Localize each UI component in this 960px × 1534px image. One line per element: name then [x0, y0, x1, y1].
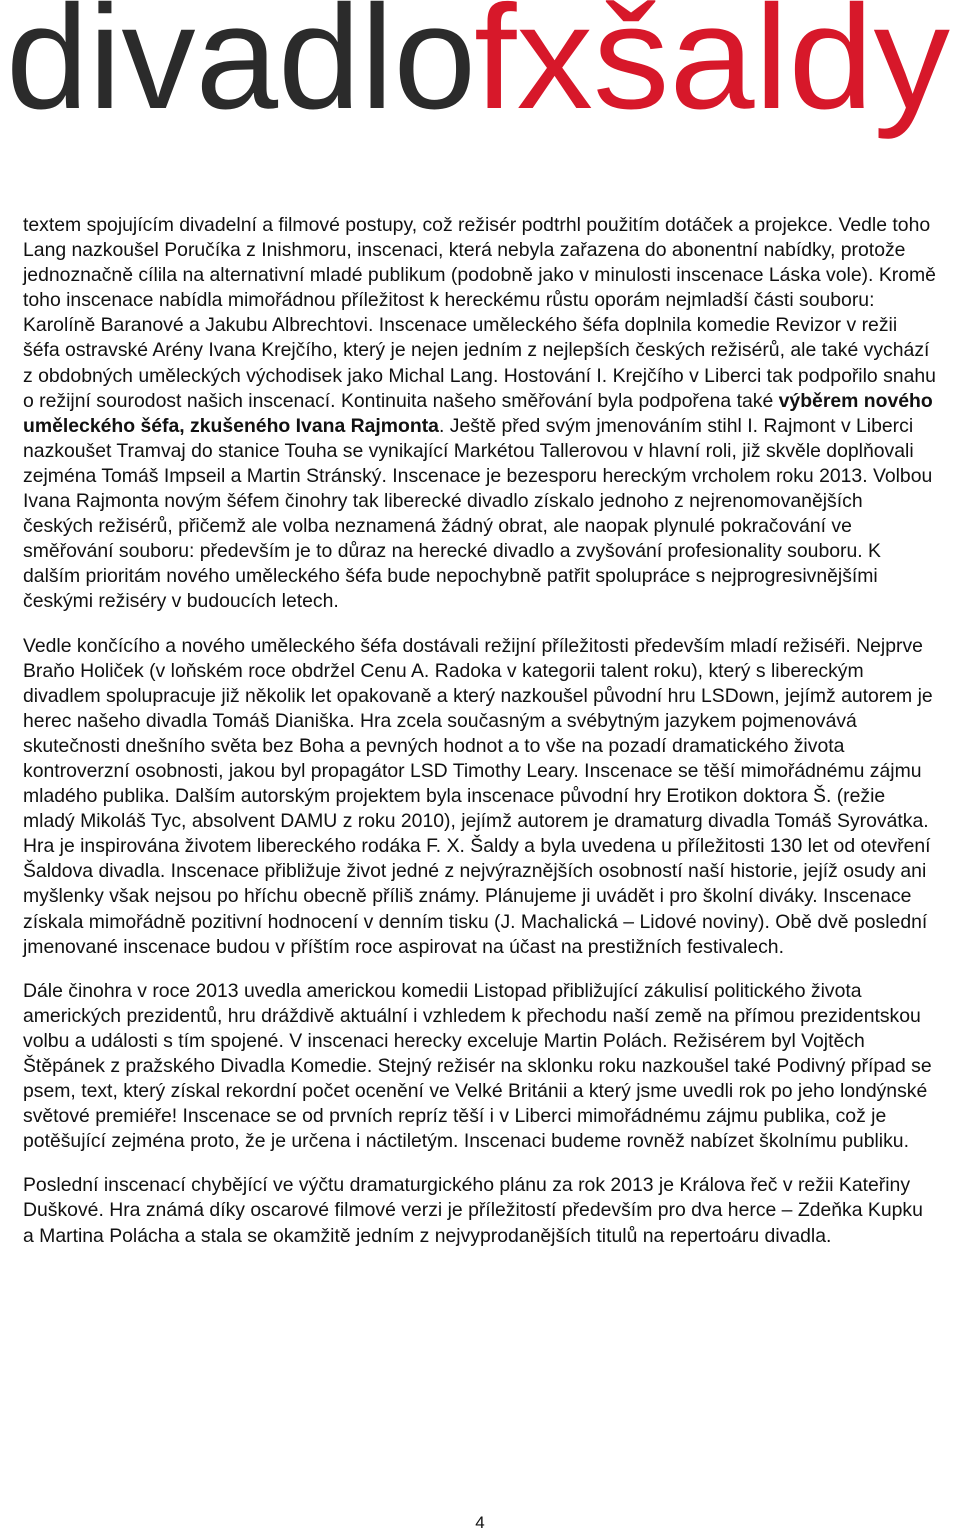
paragraph: [23, 1173, 937, 1248]
theatre-logo: [4, 0, 954, 150]
paragraph-text: textem spojujícím divadelní a filmové postupy, což režisér podtrhl použitím dotáček a projekce. Vedle toho Lang nazkoušel Poručíka z Inishmoru, inscenaci, která nebyla zařazena do abonentní nabídky, protože jednoznačně cílila na alternativní mladé publikum (podobně jako v minulosti inscenace Láska vole). Kromě toho inscenace nabídla mimořádnou příležitost k hereckému růstu oporám nejmladší části souboru: Karolíně Baranové a Jakubu Albrechtovi. Inscenace uměleckého šéfa doplnila komedie Revizor v režii šéfa ostravské Arény Ivana Krejčího, který je nejen jedním z nejlepších českých režisérů, ale také vychází z obdobných uměleckých východisek jako Michal Lang. Hostování I. Krejčího v Liberci tak podpořilo snahu o režijní sourodost našich inscenací. Kontinuita našeho směřování byla podpořena také: [23, 214, 936, 412]
paragraph-text-bold: výběrem nového uměleckého šéfa, zkušeného Ivana Rajmonta: [23, 389, 933, 437]
paragraph-text: Poslední inscenací chybějící ve výčtu dramaturgického plánu za rok 2013 je Králova řeč v režii Kateřiny Duškové. Hra známá díky oscarové filmové verzi je příležitostí především pro dva herce – Zdeňka Kupku a Martina Polácha a stala se okamžitě jedním z nejvyprodanějších titulů na repertoáru divadla.: [23, 1174, 923, 1247]
document-body: [23, 213, 937, 1268]
logo-text-fxsaldy: fxšaldy: [474, 0, 950, 140]
paragraph: [23, 634, 937, 960]
paragraph-text: Vedle končícího a nového uměleckého šéfa dostávali režijní příležitosti především mladí režiséři. Nejprve Braňo Holiček (v loňském roce obdržel Cenu A. Radoka v kategorii talent roku), který s libereckým divadlem spolupracuje již několik let opakovaně a který nazkoušel původní hru LSDown, jejímž autorem je herec našeho divadla Tomáš Dianiška. Hra zcela současným a svébytným jazykem pojmenovává skutečnosti dnešního světa bez Boha a pevných hodnot a to vše na pozadí dramatického života kontroverzní osobnosti, jakou byl propagátor LSD Timothy Leary. Inscenace se těší mimořádnému zájmu mladého publika. Dalším autorským projektem byla inscenace původní hry Erotikon doktora Š. (režie mladý Mikoláš Tyc, absolvent DAMU z roku 2010), jejímž autorem je dramaturg divadla Tomáš Syrovátka. Hra je inspirována životem libereckého rodáka F. X. Šaldy a byla uvedena u příležitosti 130 let od otevření Šaldova divadla. Inscenace přibližuje život jedné z nejvýraznějších osobností naší historie, jejíž osudy ani myšlenky však nejsou po hříchu obecně příliš známy. Plánujeme ji uvádět i pro školní diváky. Inscenace získala mimořádně pozitivní hodnocení v denním tisku (J. Machalická – Lidové noviny). Obě dvě poslední jmenované inscenace budou v příštím roce aspirovat na účast na prestižních festivalech.: [23, 634, 933, 958]
paragraph-text: . Ještě před svým jmenováním stihl I. Rajmont v Liberci nazkoušet Tramvaj do stanice Touha se vynikající Markétou Tallerovou v hlavní roli, již skvěle doplňovali zejména Tomáš Impseil a Martin Stránský. Inscenace je bezesporu hereckým vrcholem roku 2013. Volbou Ivana Rajmonta novým šéfem činohry tak liberecké divadlo získalo jednoho z nejrenomovanějších českých režisérů, přičemž ale volba neznamená žádný obrat, ale naopak plynulé pokračování ve směřování souboru: především je to důraz na herecké divadlo a zvyšování profesionality souboru. K dalším prioritám nového uměleckého šéfa bude nepochybně patřit spolupráce s nejprogresivnějšími českými režiséry v budoucích letech.: [23, 414, 933, 613]
paragraph-text: Dále činohra v roce 2013 uvedla americkou komedii Listopad přibližující zákulisí politického života amerických prezidentů, hru dráždivě aktuální i vzhledem k přechodu naší země na přímou prezidentskou volbu a události s tím spojené. V inscenaci herecky exceluje Martin Polách. Režisérem byl Vojtěch Štěpánek z pražského Divadla Komedie. Stejný režisér na sklonku roku nazkoušel také Podivný případ se psem, text, který získal rekordní počet ocenění ve Velké Británii a který jsme uvedli rok po jeho londýnské světové premiéře! Inscenace se od prvních repríz těší i v Liberci mimořádnému zájmu publika, což je potěšující zejména proto, že je určena i náctiletým. Inscenaci budeme rovněž nabízet školnímu publiku.: [23, 979, 932, 1153]
logo-text-divadlo: divadlo: [6, 0, 476, 140]
paragraph: [23, 213, 937, 615]
page-number: 4: [475, 1513, 485, 1532]
paragraph: [23, 979, 937, 1155]
